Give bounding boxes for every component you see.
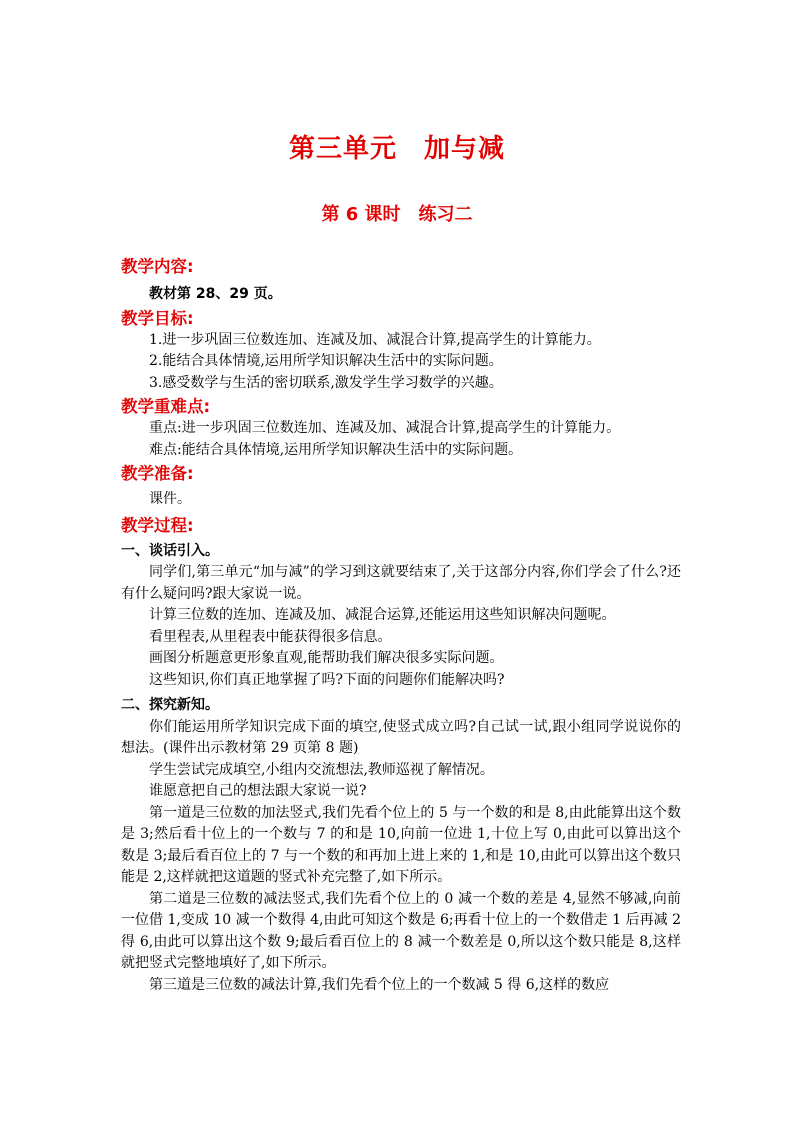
document-body	[121, 256, 681, 996]
process-paragraph: 计算三位数的连加、连减及加、减混合运算,还能运用这些知识解决问题呢。	[149, 607, 616, 623]
process-part2-heading: 二、探究新知。	[121, 697, 219, 713]
goal-item: 3.感受数学与生活的密切联系,激发学生学习数学的兴趣。	[149, 374, 503, 391]
process-paragraph: 第一道是三位数的加法竖式,我们先看个位上的 5 与一个数的和是 8,由此能算出这个数是 3;然后看十位上的一个数与 7 的和是 10,向前一位进 1,十位上写 0,由此可以算出这个数是 3;最后看百位上的 7 与一个数的和再加上进上来的 1,和是 10,由此可以算出这个数只能是 2,这样就把这道题的竖式补充完整了,如下所示。	[121, 804, 681, 885]
section-heading-content: 教学内容:	[121, 257, 194, 276]
process-paragraph: 同学们,第三单元“加与减”的学习到这就要结束了,关于这部分内容,你们学会了什么?还有什么疑问吗?跟大家说一说。	[121, 564, 681, 602]
process-paragraph: 画图分析题意更形象直观,能帮助我们解决很多实际问题。	[149, 650, 504, 666]
page-title: 第三单元 加与减	[288, 134, 505, 164]
goal-item: 2.能结合具体情境,运用所学知识解决生活中的实际问题。	[149, 353, 503, 369]
process-paragraph: 这些知识,你们真正地掌握了吗?下面的问题你们能解决吗?	[149, 671, 505, 688]
process-paragraph: 你们能运用所学知识完成下面的填空,使竖式成立吗?自己试一试,跟小组同学说说你的想法。(课件出示教材第 29 页第 8 题)	[121, 718, 681, 756]
keypoint-item: 难点:能结合具体情境,运用所学知识解决生活中的实际问题。	[149, 441, 523, 458]
content-text: 教材第 28、29 页。	[149, 286, 282, 302]
process-part1-heading: 一、谈话引入。	[121, 542, 219, 559]
lesson-subtitle: 第 6 课时 练习二	[321, 204, 473, 225]
process-paragraph: 第二道是三位数的减法竖式,我们先看个位上的 0 减一个数的差是 4,显然不够减,向前一位借 1,变成 10 减一个数得 4,由此可知这个数是 6;再看十位上的一个数借走 1 后再减 2 得 6,由此可以算出这个数 9;最后看百位上的 8 减一个数差是 0,所以这个数只能是 8,这样就把竖式完整地填好了,如下所示。	[121, 890, 681, 971]
goal-item: 1.进一步巩固三位数连加、连减及加、减混合计算,提高学生的计算能力。	[149, 331, 601, 348]
section-heading-process: 教学过程:	[121, 515, 194, 535]
process-paragraph: 看里程表,从里程表中能获得很多信息。	[149, 628, 392, 645]
section-heading-goals: 教学目标:	[121, 308, 194, 328]
section-heading-prep: 教学准备:	[121, 464, 194, 483]
process-paragraph: 第三道是三位数的减法计算,我们先看个位上的一个数减 5 得 6,这样的数应	[149, 976, 610, 993]
process-paragraph: 谁愿意把自己的想法跟大家说一说?	[149, 783, 367, 799]
process-paragraph: 学生尝试完成填空,小组内交流想法,教师巡视了解情况。	[149, 761, 494, 778]
section-heading-keypoints: 教学重难点:	[121, 397, 211, 416]
prep-text: 课件。	[149, 491, 191, 507]
keypoint-item: 重点:进一步巩固三位数连加、连减及加、减混合计算,提高学生的计算能力。	[149, 420, 621, 436]
